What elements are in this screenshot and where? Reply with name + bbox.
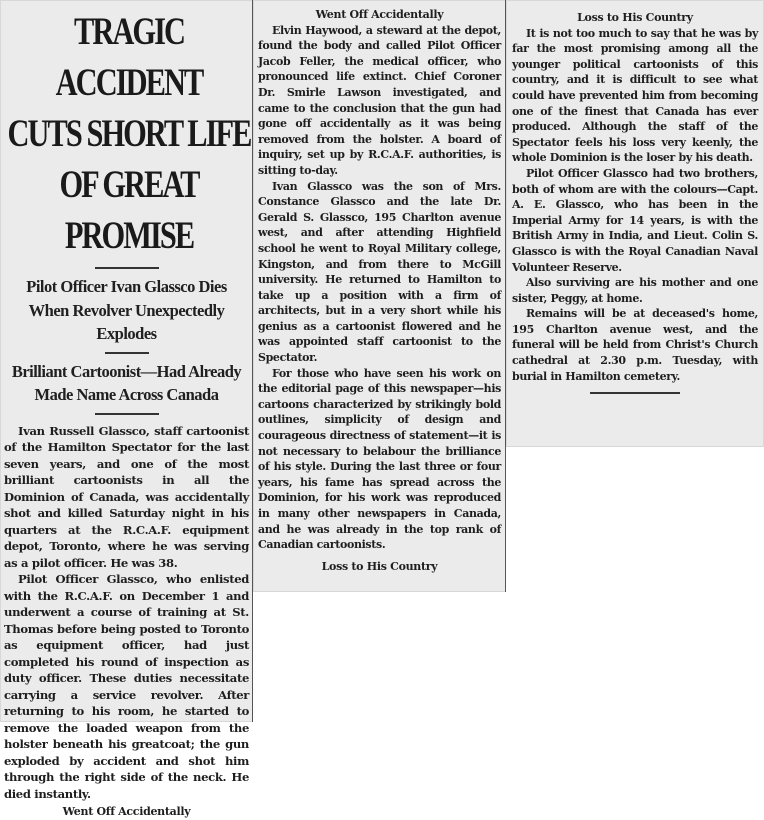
headline [4,0,249,261]
paragraph-9: Remains will be at deceased's home, 195 Charlton avenue west, and the funeral will be held from Christ's Church cathedral at 2.30 p.m. Tuesday, with burial in Hamilton cemetery. [512,307,758,383]
column-3 [512,0,758,394]
headline-rule [95,267,159,269]
deck-rule-2 [95,413,159,415]
paragraph-8: Also surviving are his mother and one sister, Peggy, at home. [512,276,758,305]
subhead-went-off: Went Off Accidentally [62,805,191,818]
end-rule [590,392,680,394]
headline-line-1: TRAGIC ACCIDENT [55,10,203,104]
clipping-column-1 [0,0,253,818]
paragraph-6: It is not too much to say that he was by far the most promising among all the younger political cartoonists of this country, and it is difficult to see what could have prevented him from becoming one of the finest that Canada has ever produced. Although the staff of the Spectator feels his loss very keenly, the whole Dominion is the loser by his death. [512,26,758,165]
column-divider-2 [505,0,506,592]
column-2 [258,0,501,574]
subhead-loss-to-his-country: Loss to His Country [577,11,693,24]
headline-line-3: OF GREAT PROMISE [59,163,199,257]
clipping-column-2 [253,0,506,592]
column-1 [4,0,249,820]
paragraph-5: For those who have seen his work on the editorial page of this newspaper—his cartoons characterized by strikingly bold outlines, simplicity of design and courageous directness of statement—it is not necessary to belabour the brilliance of his style. During the last three or four years, his fame has spread across the Dominion, for his work was reproduced in many other newspapers in Canada, and he was already in the top rank of Canadian cartoonists. [258,366,501,552]
clipping-column-3 [506,0,764,447]
deck-2: Brilliant Cartoonist—Had Already Made Name Across Canada [11,361,242,404]
column-divider-1 [252,0,253,722]
subhead-loss-to-country: Loss to His Country [321,559,438,573]
deck-1: Pilot Officer Ivan Glassco Dies When Revolver Unexpectedly Explodes [26,277,227,343]
headline-line-2: CUTS SHORT LIFE [7,112,251,155]
deck-rule [105,352,149,354]
paragraph-3: Elvin Haywood, a steward at the depot, found the body and called Pilot Officer Jacob Feller, the medical officer, who pronounced life extinct. Chief Coroner Dr. Smirle Lawson investigated, and came to the conclusion that the gun had gone off accidentally as it was being removed from the holster. A board of inquiry, set up by R.C.A.F. authorities, is sitting to-day. [258,23,501,177]
paragraph-4: Ivan Glassco was the son of Mrs. Constance Glassco and the late Dr. Gerald S. Glassco, 195 Charlton avenue west, and after attending Highfield school he went to Royal Military college, Kingston, and from there to McGill university. He returned to Hamilton to take up a position with a firm of architects, but in a very short while his genius as a cartoonist flowered and he was appointed staff cartoonist to the Spectator. [258,179,501,365]
paragraph-1: Ivan Russell Glassco, staff cartoonist of the Hamilton Spectator for the last seven years, and one of the most brilliant cartoonists in all the Dominion of Canada, was accidentally shot and killed Saturday night in his quarters at the R.C.A.F. equipment depot, Toronto, where he was serving as a pilot officer. He was 38. [4,423,249,570]
paragraph-2: Pilot Officer Glassco, who enlisted with the R.C.A.F. on December 1 and underwent a course of training at St. Thomas before being posted to Toronto as equipment officer, had just completed his round of inspection as duty officer. These duties necessitate carrying a service revolver. After returning to his room, he started to remove the loaded weapon from the holster beneath his greatcoat; the gun exploded by accident and shot him through the right side of the neck. He died instantly. [4,572,249,801]
paragraph-7: Pilot Officer Glassco had two brothers, both of whom are with the colours—Capt. A. E. Glassco, who has been in the Imperial Army for 14 years, is with the British Army in India, and Lieut. Colin S. Glassco is with the Royal Canadian Naval Volunteer Reserve. [512,166,758,274]
subhead-went-off-accidentally: Went Off Accidentally [315,8,444,21]
